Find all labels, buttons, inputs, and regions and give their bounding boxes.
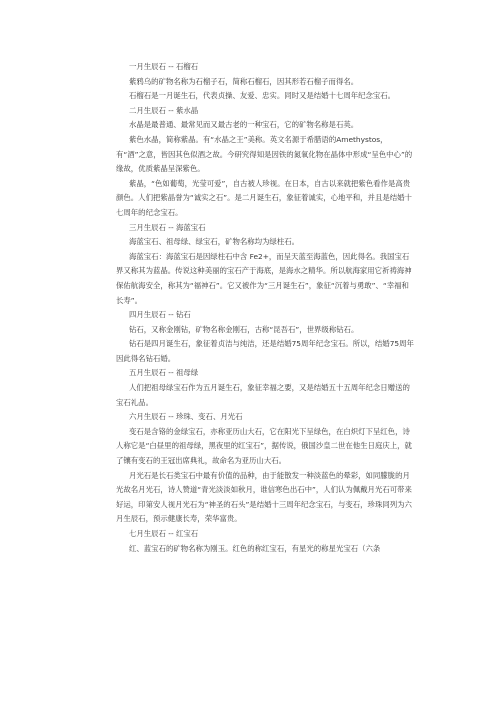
paragraph: 钻石是四月诞生石，象征着贞洁与纯洁，还是结婚75周年纪念宝石。所以，结婚75周年因此得名钻石婚。 (116, 339, 414, 363)
paragraph: 石榴石是一月诞生石，代表贞操、友爱、忠实。同时又是结婚十七周年纪念宝石。 (129, 91, 396, 101)
paragraph: 红、蓝宝石的矿物名称为刚玉。红色的称红宝石，有星光的称星光宝石（六条 (129, 543, 381, 553)
paragraph: 海蓝宝石、祖母绿、绿宝石，矿物名称均为绿柱石。 (129, 237, 299, 247)
section-heading: 四月生辰石 -- 钻石 (129, 310, 191, 320)
paragraph: 水晶是最普通、最常见而又最古老的一种宝石，它的矿物名称是石英。 (129, 120, 359, 130)
section-heading: 三月生辰石 -- 海蓝宝石 (129, 222, 206, 232)
paragraph: 紫鸦乌的矿物名称为石榴子石，简称石榴石，因其形若石榴子而得名。 (129, 76, 359, 86)
paragraph: 紫晶，“色如葡萄，光莹可爱”，自古被人珍视。在日本，自古以来就把紫色看作是高贵颜色。人们把紫晶誉为“诚实之石”。是二月诞生石，象征着诚实，心地平和，并且是结婚十七周年的纪念宝石。 (116, 178, 412, 217)
paragraph: 钻石，又称金刚钻，矿物名称金刚石，古称“昆吾石”，世界级称钻石。 (129, 324, 359, 334)
section-heading: 五月生辰石 -- 祖母绿 (129, 368, 199, 378)
paragraph: 海蓝宝石：海蓝宝石是因绿柱石中含 Fe2+，而呈天蓝至海蓝色，因此得名。我国宝石界又称其为蓝晶。传说这种美丽的宝石产于海底，是海水之精华。所以航海家用它祈祷海神保佑航海安全，称其为“福神石”。它又被作为“三月诞生石”，象征“沉着与勇敢”、“幸福和长寿”。 (116, 251, 412, 305)
section-heading: 七月生辰石 -- 红宝石 (129, 529, 199, 538)
paragraph: 紫色水晶，简称紫晶。有“水晶之王”美称。英文名源于希腊语的Amethystos，有“酒”之意，皆因其色似酒之故。今研究得知是因铁的氮氧化物在晶体中形成“呈色中心”的缘故，优质紫晶呈深紫色。 (116, 134, 413, 174)
paragraph: 变石是含铬的金绿宝石，亦称亚历山大石，它在阳光下呈绿色，在白炽灯下呈红色，诗人称它是“白昼里的祖母绿，黑夜里的红宝石”，据传说，俄国沙皇二世在他生日庭庆上，就了镶有变石的王冠出席典礼，故命名为亚历山大石。 (116, 426, 412, 466)
paragraph: 人们把祖母绿宝石作为五月诞生石，象征幸福之要，又是结婚五十五周年纪念日赠送的宝石礼品。 (116, 383, 410, 407)
section-heading: 一月生辰石 -- 石榴石 (129, 62, 199, 71)
paragraph: 月光石是长石类宝石中最有价值的品种，由于能散发一种淡蓝色的晕彩，如同朦胧的月光故名月光石，诗人赞道“青光淡淡如秋月，谁信寒色出石中”，人们认为佩戴月光石可带来好运，印第安人视月光石为“神圣的石头”是结婚十三周年纪念宝石，与变石，珍珠同列为六月生辰石，预示健康长寿，荣华富贵。 (116, 470, 412, 524)
section-heading: 二月生辰石 -- 紫水晶 (129, 105, 199, 115)
section-heading: 六月生辰石 -- 珍珠、变石、月光石 (129, 412, 243, 422)
